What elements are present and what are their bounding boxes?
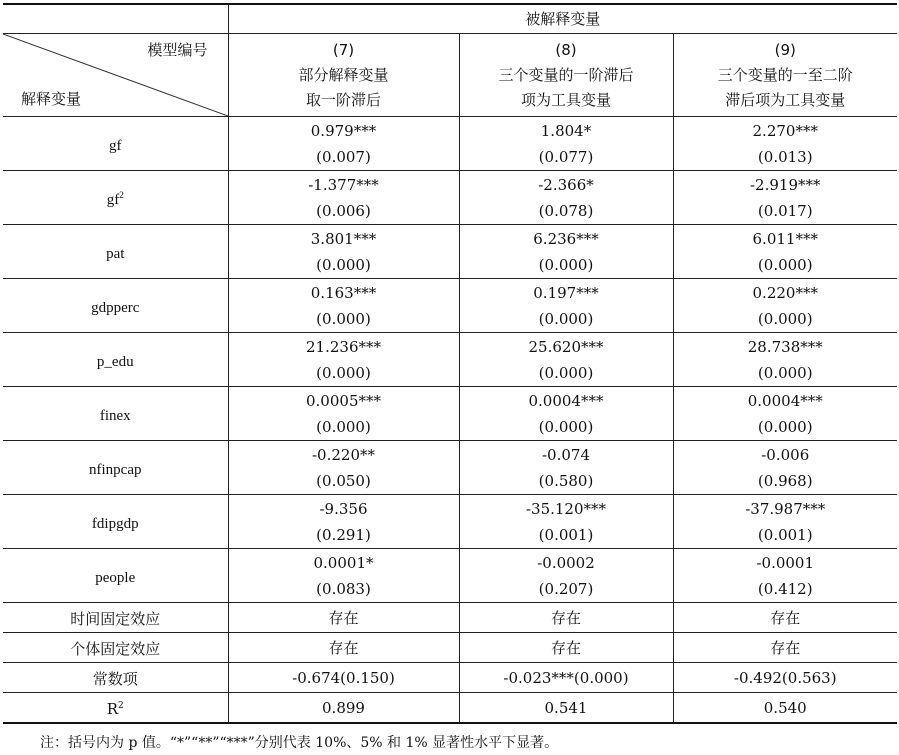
value-cell: 存在 — [673, 603, 897, 633]
coef-cell — [673, 549, 897, 603]
p-value: (0.078) — [538, 201, 594, 220]
row-label-superscript: 2 — [118, 701, 124, 711]
model-desc: 三个变量的一至二阶 — [717, 65, 853, 84]
variable-superscript: 2 — [119, 190, 124, 200]
model-desc: 取一阶滞后 — [305, 90, 381, 109]
coef-cell — [228, 441, 459, 495]
coef-cell — [459, 495, 673, 549]
p-value: (0.017) — [757, 201, 813, 220]
p-value: (0.006) — [316, 201, 371, 220]
coefficient: -2.919*** — [749, 175, 821, 194]
coef-cell — [459, 333, 673, 387]
coefficient: 0.979*** — [310, 121, 377, 140]
model-desc: 三个变量的一阶滞后 — [498, 65, 634, 84]
corner-empty — [3, 4, 228, 34]
p-value: (0.000) — [316, 417, 371, 436]
value-cell: 0.899 — [228, 693, 459, 724]
table-row — [3, 441, 897, 495]
coef-cell — [228, 225, 459, 279]
p-value: (0.001) — [538, 525, 594, 544]
coefficient: -0.220** — [311, 445, 375, 464]
coef-cell — [459, 387, 673, 441]
coefficient: -0.0002 — [537, 553, 595, 572]
coef-cell — [228, 387, 459, 441]
table-row — [3, 279, 897, 333]
p-value: (0.000) — [757, 309, 813, 328]
p-value: (0.580) — [538, 471, 594, 490]
coefficient: 0.0004*** — [528, 391, 604, 410]
model-header-9 — [673, 34, 897, 117]
coefficient: -1.377*** — [308, 175, 379, 194]
coefficient: 0.163*** — [310, 283, 377, 302]
row-label-text: 个体固定效应 — [70, 640, 161, 658]
value-cell: 存在 — [228, 633, 459, 663]
p-value: (0.207) — [538, 579, 594, 598]
coefficient: 0.197*** — [533, 283, 599, 302]
variable-name — [3, 333, 228, 387]
coef-cell — [228, 171, 459, 225]
variable-label: gdpperc — [91, 300, 140, 316]
model-number: (8) — [555, 40, 577, 59]
coef-cell — [459, 117, 673, 171]
table-row — [3, 117, 897, 171]
variable-name — [3, 549, 228, 603]
coef-cell — [673, 225, 897, 279]
row-label — [3, 663, 228, 693]
coef-cell — [673, 171, 897, 225]
p-value: (0.001) — [757, 525, 813, 544]
variable-name — [3, 387, 228, 441]
value-cell: 0.540 — [673, 693, 897, 724]
variable-label: nfinpcap — [89, 462, 142, 478]
table-row — [3, 663, 897, 693]
coef-cell — [459, 171, 673, 225]
diagonal-header-cell — [3, 34, 228, 117]
coef-cell — [228, 279, 459, 333]
coef-cell — [228, 495, 459, 549]
value-cell: 存在 — [228, 603, 459, 633]
table-row — [3, 549, 897, 603]
value-cell: 存在 — [459, 603, 673, 633]
coef-cell — [673, 333, 897, 387]
coef-cell — [673, 495, 897, 549]
row-label-text: R — [106, 700, 119, 718]
variable-label: people — [95, 570, 136, 586]
table-note: 注：括号内为 p 值。“*”“**”“***”分别代表 10%、5% 和 1% 显著性水平下显著。 — [40, 735, 559, 751]
coefficient: 25.620*** — [528, 337, 604, 356]
value-cell: 0.541 — [459, 693, 673, 724]
p-value: (0.000) — [757, 363, 813, 382]
variable-name — [3, 441, 228, 495]
p-value: (0.083) — [316, 579, 371, 598]
coefficient: -0.006 — [761, 445, 810, 464]
explanatory-variable-label: 解释变量 — [21, 90, 82, 108]
p-value: (0.000) — [316, 363, 371, 382]
coefficient: -9.356 — [319, 499, 368, 518]
coefficient: 0.0004*** — [747, 391, 823, 410]
row-label — [3, 603, 228, 633]
variable-name — [3, 495, 228, 549]
p-value: (0.077) — [538, 147, 594, 166]
p-value: (0.000) — [538, 309, 594, 328]
table-row — [3, 333, 897, 387]
coefficient: 2.270*** — [752, 121, 818, 140]
coefficient: -0.074 — [541, 445, 590, 464]
value-cell: 存在 — [673, 633, 897, 663]
p-value: (0.013) — [757, 147, 813, 166]
row-label — [3, 633, 228, 663]
coefficient: -0.0001 — [756, 553, 815, 572]
p-value: (0.968) — [757, 471, 813, 490]
model-desc: 滞后项为工具变量 — [725, 90, 846, 109]
variable-label: gf — [109, 138, 122, 154]
variable-label: finex — [99, 408, 131, 424]
coef-cell — [228, 549, 459, 603]
coefficient: 0.0001* — [313, 553, 374, 572]
coefficient: 28.738*** — [747, 337, 823, 356]
model-header-8 — [459, 34, 673, 117]
model-number: (7) — [332, 40, 355, 59]
model-number: (9) — [774, 40, 796, 59]
coef-cell — [459, 441, 673, 495]
coef-cell — [459, 549, 673, 603]
row-label — [3, 693, 228, 724]
coefficient: 0.0005*** — [306, 391, 381, 410]
model-desc: 部分解释变量 — [298, 65, 389, 84]
table-row — [3, 693, 897, 724]
coef-cell — [673, 279, 897, 333]
model-header-7 — [228, 34, 459, 117]
p-value: (0.000) — [538, 255, 594, 274]
coefficient: -35.120*** — [525, 499, 607, 518]
model-number-label: 模型编号 — [147, 41, 208, 59]
variable-name — [3, 171, 228, 225]
coefficient: -2.366* — [538, 175, 594, 194]
variable-label: gf — [106, 192, 120, 208]
p-value: (0.000) — [538, 363, 594, 382]
variable-label: p_edu — [96, 354, 134, 370]
p-value: (0.000) — [538, 417, 594, 436]
value-cell: -0.023***(0.000) — [459, 663, 673, 693]
variable-name — [3, 117, 228, 171]
variable-label: pat — [106, 246, 125, 262]
value-cell: -0.492(0.563) — [673, 663, 897, 693]
coef-cell — [459, 279, 673, 333]
table-row — [3, 495, 897, 549]
coefficient: -37.987*** — [745, 499, 826, 518]
p-value: (0.000) — [757, 417, 813, 436]
p-value: (0.000) — [316, 309, 371, 328]
p-value: (0.000) — [316, 255, 371, 274]
table-row — [3, 633, 897, 663]
coefficient: 21.236*** — [306, 337, 381, 356]
regression-table — [3, 3, 897, 724]
coef-cell — [228, 117, 459, 171]
coef-cell — [673, 441, 897, 495]
coefficient: 0.220*** — [752, 283, 818, 302]
variable-name — [3, 279, 228, 333]
row-label-text: 时间固定效应 — [70, 610, 161, 628]
coefficient: 3.801*** — [310, 229, 377, 248]
table-row — [3, 387, 897, 441]
variable-label: fdipgdp — [91, 516, 139, 532]
value-cell: -0.674(0.150) — [228, 663, 459, 693]
table-row — [3, 603, 897, 633]
model-desc: 项为工具变量 — [520, 90, 611, 109]
row-label-text: 常数项 — [92, 670, 138, 688]
coef-cell — [459, 225, 673, 279]
variable-name — [3, 225, 228, 279]
table-row — [3, 225, 897, 279]
value-cell: 存在 — [459, 633, 673, 663]
coef-cell — [673, 117, 897, 171]
table-row — [3, 171, 897, 225]
p-value: (0.050) — [316, 471, 371, 490]
coefficient: 6.236*** — [533, 229, 599, 248]
coef-cell — [228, 333, 459, 387]
coefficient: 6.011*** — [752, 229, 818, 248]
p-value: (0.000) — [757, 255, 813, 274]
p-value: (0.291) — [316, 525, 371, 544]
p-value: (0.412) — [757, 579, 813, 598]
coef-cell — [673, 387, 897, 441]
p-value: (0.007) — [316, 147, 371, 166]
dependent-variable-header: 被解释变量 — [228, 4, 897, 34]
coefficient: 1.804* — [540, 121, 592, 140]
